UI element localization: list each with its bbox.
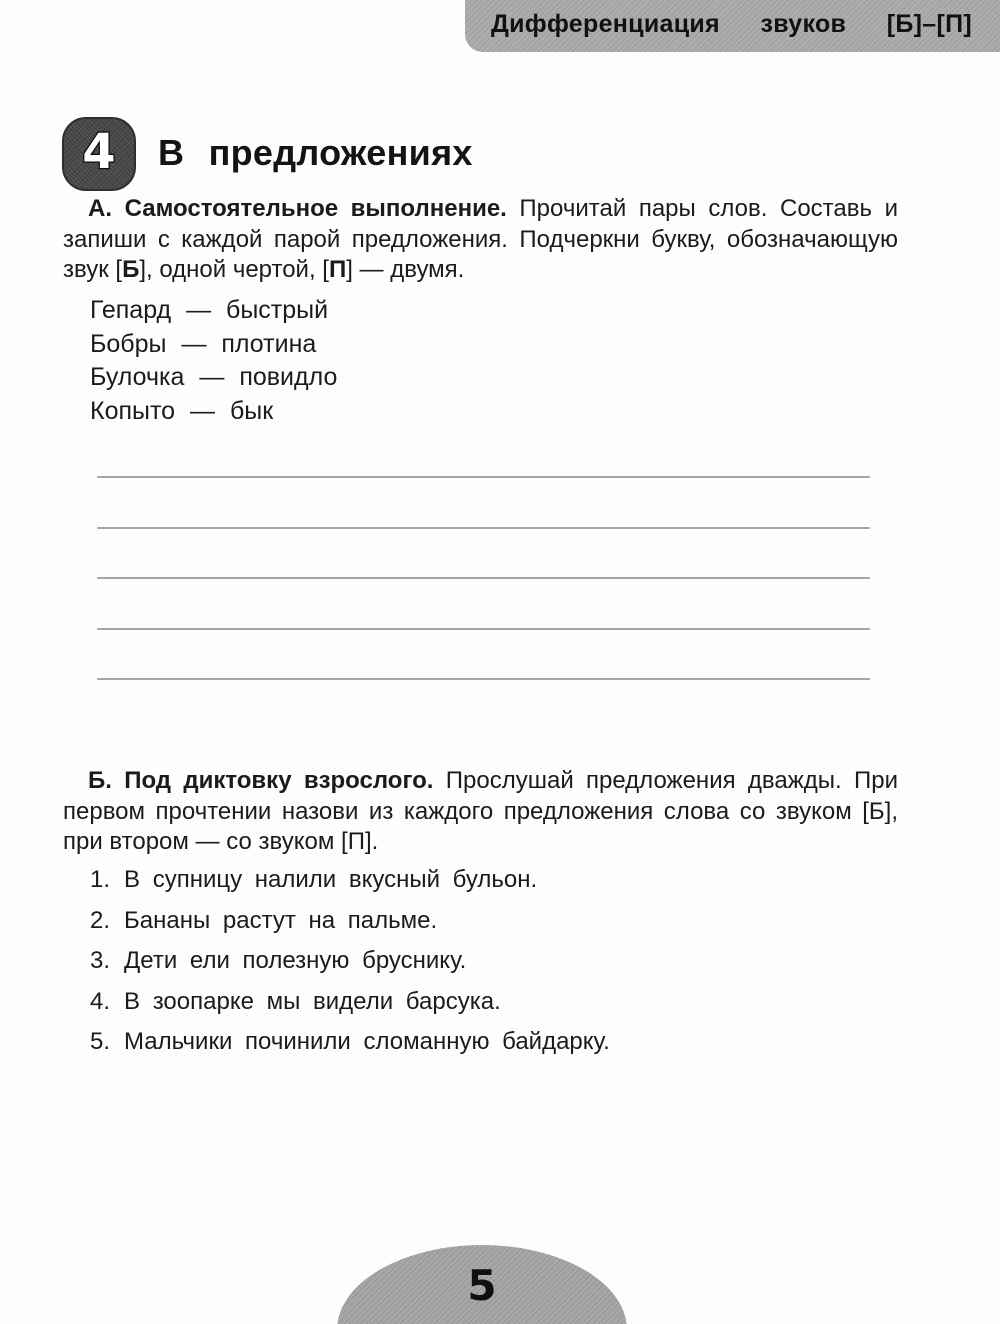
writing-line bbox=[97, 527, 870, 529]
sentence-item bbox=[90, 949, 610, 973]
chapter-banner bbox=[465, 0, 1000, 52]
task-b-line-3: при втором — со звуком [П]. bbox=[63, 828, 379, 855]
word-pairs-list bbox=[90, 294, 337, 428]
sentence-text: Бананы растут на пальме. bbox=[124, 906, 438, 934]
lesson-number-badge bbox=[62, 117, 136, 191]
sentence-item bbox=[90, 987, 610, 1015]
sentence-number: 2. bbox=[90, 906, 111, 934]
task-b-text: Прослушай предложения дважды. При bbox=[433, 767, 898, 794]
sentence-number: 5. bbox=[90, 1028, 111, 1055]
task-b-line-1 bbox=[63, 766, 898, 797]
task-a-instructions bbox=[63, 194, 898, 286]
sentence-item bbox=[90, 1030, 610, 1054]
writing-line bbox=[97, 476, 870, 478]
writing-lines-area bbox=[97, 476, 870, 729]
word-pair: Бобры — плотина bbox=[90, 329, 317, 358]
page-number-tab bbox=[337, 1245, 627, 1324]
banner-word-2: звуков bbox=[760, 9, 847, 38]
sentence-number: 3. bbox=[90, 947, 111, 974]
banner-word-1: Дифференциация bbox=[491, 9, 720, 38]
page-number: 5 bbox=[467, 1261, 497, 1310]
lesson-header bbox=[62, 117, 473, 191]
sentence-text: Мальчики починили сломанную байдарку. bbox=[124, 1028, 610, 1055]
writing-line bbox=[97, 577, 870, 579]
banner-sounds-label: [Б]–[П] bbox=[886, 9, 972, 38]
sound-b-letter: Б bbox=[122, 256, 140, 283]
lesson-number: 4 bbox=[82, 124, 116, 180]
task-b-line-2: первом прочтении назови из каждого предложения слова со звуком [Б], bbox=[63, 797, 898, 825]
sentence-text: Дети ели полезную бруснику. bbox=[124, 947, 467, 974]
writing-line bbox=[97, 628, 870, 630]
task-b-heading: Б. Под диктовку взрослого. bbox=[88, 767, 434, 794]
sentence-item bbox=[90, 868, 610, 892]
task-a-text: Прочитай пары слов. Составь и bbox=[506, 195, 898, 222]
task-b-instructions bbox=[63, 766, 898, 858]
word-pair: Копыто — бык bbox=[90, 396, 274, 425]
writing-line bbox=[97, 678, 870, 680]
dictation-sentences bbox=[90, 868, 610, 1071]
sentence-number: 1. bbox=[90, 866, 111, 893]
sound-p-letter: П bbox=[328, 256, 347, 283]
task-a-line-3: звук [Б], одной чертой, [П] — двумя. bbox=[63, 256, 465, 283]
task-a-line-1 bbox=[63, 194, 898, 225]
task-a-heading: А. Самостоятельное выполнение. bbox=[88, 195, 507, 222]
lesson-title: В предложениях bbox=[158, 132, 473, 173]
task-a-line-2: запиши с каждой парой предложения. Подчеркни букву, обозначающую bbox=[63, 225, 898, 253]
sentence-text: В зоопарке мы видели барсука. bbox=[124, 987, 501, 1015]
sentence-item bbox=[90, 906, 610, 934]
word-pair: Гепард — быстрый bbox=[90, 296, 329, 324]
sentence-text: В супницу налили вкусный бульон. bbox=[124, 866, 538, 893]
sentence-number: 4. bbox=[90, 987, 111, 1015]
word-pair: Булочка — повидло bbox=[90, 363, 338, 391]
